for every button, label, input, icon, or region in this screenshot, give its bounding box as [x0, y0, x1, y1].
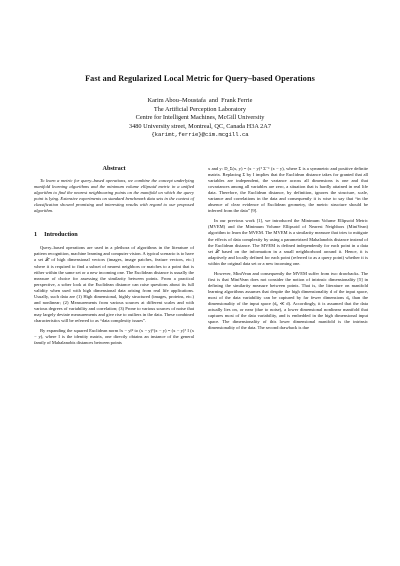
paper-title: Fast and Regularized Local Metric for Query–based Operations [85, 74, 315, 83]
section-heading-introduction [34, 232, 194, 238]
section-title: Introduction [44, 231, 78, 239]
author-block [0, 97, 400, 140]
author-email: {karimt,ferrie}@cim.mcgill.ca [151, 131, 249, 139]
abstract-heading: Abstract [102, 165, 126, 172]
section-number: 1 [34, 231, 38, 239]
right-paragraph-2: In our previous work [1], we introduced the Minimum Volume Ellipsoid Metric (MVEM) and the Minimum Volume Ellipsoid of Nearest Neighbors (MiniVean) algorithm to learn the MVEM. The MVEM is a similarity measure that tries to mitigate the effects of data complexity by using a parametrized Mahalanobis distance instead of the Euclidean distance. The MVEM is defined independently for each point in a data set 𝒳 based on the information in a small neighborhood around it. Hence, it is adaptively and locally defined for each point (referred to as a query point) whether it is within the original data set or a new incoming one. [208, 218, 368, 266]
intro-paragraph-2: By expanding the squared Euclidean norm ‖x − y‖² to (x − y)ᵀ(x − y) = (x − y)ᵀ I (x − y), where I is the identity matrix, one directly obtains an instance of the general family of Mahalanobis distances between points [34, 327, 194, 346]
affiliation-centre: Centre for Intelligent Machines, McGill University [135, 114, 265, 122]
left-column [34, 166, 194, 346]
affiliation-lab: The Artificial Perception Laboratory [153, 105, 247, 113]
abstract-text: To learn a metric for query–based operations, we combine the concept underlying manifold learning algorithms and the minimum volume ellipsoid metric in a unified algorithm to find the nearest neighbouring points on the manifold on which the query point is lying. Extensive experiments on standard benchmark data sets in the context of classification showed promising and interesting results with regard to our proposed algorithm. [34, 178, 194, 214]
right-paragraph-1: x and y: D_Σ(x, y) = (x − y)ᵀ Σ⁻¹ (x − y), where Σ is a symmetric and positive definite matrix. Replacing Σ by I implies that the Euclidean distance takes for granted that all variables are independent, the variance across all dimensions is one and that covariances among all variables are zero, a situation that is hardly attained in real life data. Therefore, the Euclidean distance, by definition, ignores the structure, scale, variance and correlations in the data and consequently it is wise to say that “in the absence of clear evidence of Euclidean geometry, the metric structure should be inferred from the data” [9]. [208, 166, 368, 214]
right-paragraph-3: However, MiniVean and consequently the MVEM suffer from two drawbacks. The first is that MiniVean does not consider the notion of intrinsic dimensionality [5] in defining the similarity measure between points. That is, the literature on manifold learning algorithms assumes that despite the high dimensionality d of the input space, most of the data variability can be captured by far fewer dimensions d₀ than the dimensionality of the input space (d₀ ≪ d). Accordingly, it is assumed that the data actually lies on, or near (due to noise), a lower dimensional nonlinear manifold that captures most of the data variability, and is embedded in the high dimensional input space. The dimensionality of this lower dimensional manifold is the intrinsic dimensionality of the data. The second drawback is due [208, 270, 368, 331]
author-names: Karim Abou–Moustafa and Frank Ferrie [147, 97, 253, 104]
intro-paragraph-1: Query–based operations are used in a plethora of algorithms in the literature of pattern recognition, machine learning and computer vision. A typical scenario is to have a set 𝒳 of high dimensional vectors (images, image patches, feature vectors, etc.) where it is required to find a subset of nearest neighbors or matches to a point that is either within the same set or a new incoming one. The Euclidean distance is usually the measure of choice for assessing the similarity between points. From a practical perspective, a sober look at the Euclidean distance can raise questions about its full validity when used with high dimensional data arising from real life applications. Usually, such data are (1) High dimensional, highly structured (images, proteins, etc.) and nonlinear; (2) Measurements from various sources at different scales and with various degrees of variability and correlation; (3) Prone to various sources of noise that may largely deviate measurements and give rise to outliers in the data. These combined characteristics will be referred to as “data complexity issues”. [34, 245, 194, 323]
right-column [208, 166, 368, 331]
affiliation-address: 3480 University street, Montreal, QC, Canada H3A 2A7 [128, 122, 271, 130]
